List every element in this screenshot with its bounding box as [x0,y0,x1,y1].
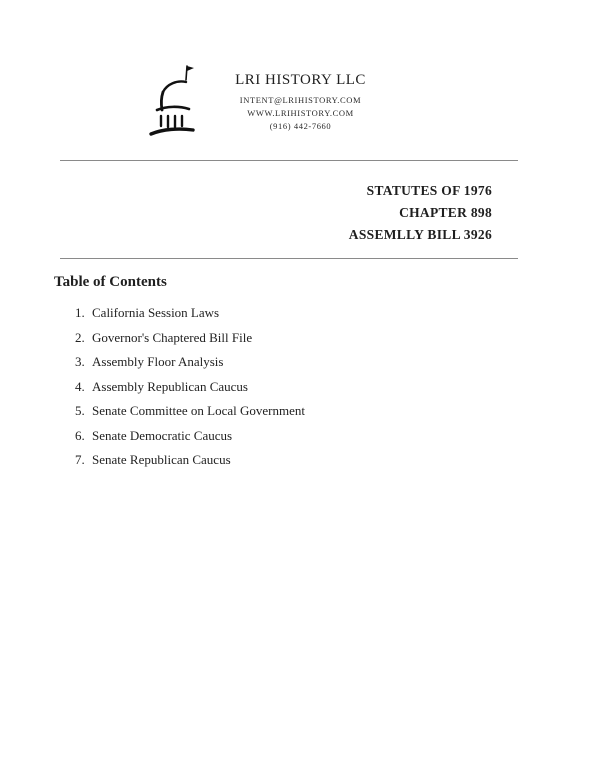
divider-bottom [60,258,518,259]
toc-item [88,380,305,393]
toc-item [88,429,305,442]
document-header [0,58,600,148]
toc-title: Table of Contents [54,274,167,290]
org-phone: (916) 442-7660 [269,121,332,132]
toc-item-label: Senate Republican Caucus [92,452,231,467]
toc-item [88,306,305,319]
toc-item-label: Assembly Floor Analysis [92,354,224,369]
statute-line-2: CHAPTER 898 [399,204,492,220]
toc-item [88,331,305,344]
org-email: INTENT@LRIHISTORY.COM [239,95,362,105]
toc-item [88,404,305,417]
toc-item-label: Governor's Chaptered Bill File [92,329,253,345]
toc-item-label: Assembly Republican Caucus [92,378,248,394]
toc-list [52,306,305,478]
statute-line-3: ASSEMLLY BILL 3926 [348,226,492,242]
toc-item-label: Senate Committee on Local Government [92,403,305,418]
org-website: WWW.LRIHISTORY.COM [247,108,354,119]
statute-line-1: STATUTES OF 1976 [366,183,492,198]
capitol-logo-icon [143,60,209,142]
toc-item [88,355,305,368]
org-contact-block [218,72,383,134]
divider-top [60,160,518,161]
toc-item [88,453,305,466]
statute-heading-block [349,180,492,246]
org-name: LRI HISTORY LLC [235,72,366,88]
toc-item-label: California Session Laws [92,305,220,320]
toc-item-label: Senate Democratic Caucus [92,427,233,443]
